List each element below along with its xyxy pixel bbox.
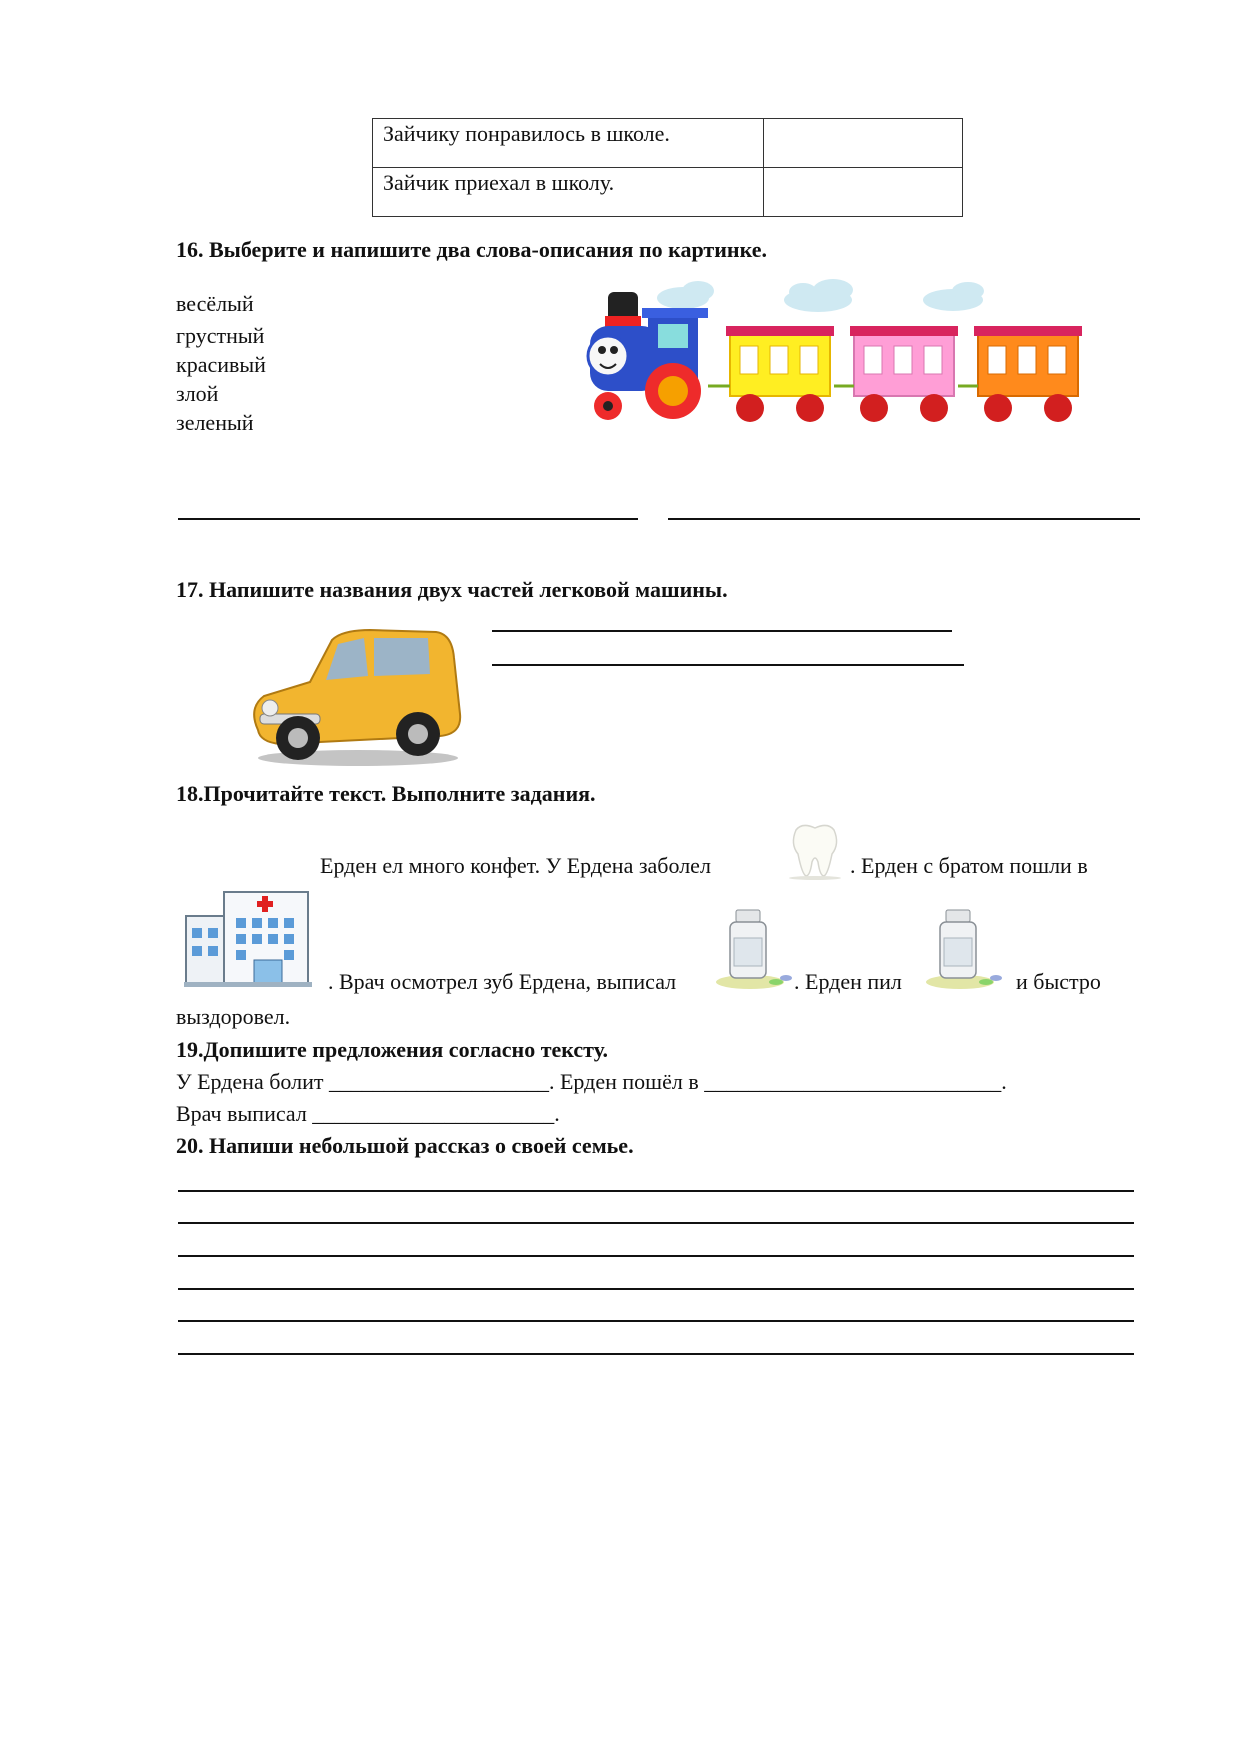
q19-title: 19.Допишите предложения согласно тексту. [176,1037,608,1062]
fill-in-sentence[interactable]: Врач выписал ______________________. [176,1101,560,1126]
answer-line[interactable] [492,664,964,666]
medicine-icon [714,908,794,992]
table-cell-answer[interactable] [764,119,963,168]
q17-title: 17. Напишите названия двух частей легковой машины. [176,577,728,602]
writing-line[interactable] [178,1222,1134,1224]
writing-line[interactable] [178,1353,1134,1355]
word-option: зеленый [176,410,254,435]
word-option: злой [176,381,219,406]
word-option: грустный [176,323,265,348]
car-icon [240,618,468,770]
writing-line[interactable] [178,1255,1134,1257]
hospital-icon [184,888,312,988]
answer-line[interactable] [492,630,952,632]
table-row [373,168,963,217]
table-cell-text: Зайчик приехал в школу. [373,168,764,217]
story-text: . Врач осмотрел зуб Ердена, выписал [328,969,677,994]
story-text: . Ерден пил [794,969,902,994]
word-option: весёлый [176,291,254,316]
sequence-table [372,118,963,217]
q20-title: 20. Напиши небольшой рассказ о своей семье. [176,1133,634,1158]
table-row [373,119,963,168]
tooth-icon [784,818,846,880]
fill-in-sentence[interactable]: У Ердена болит ____________________. Ерден пошёл в ___________________________. [176,1069,1007,1094]
word-option: красивый [176,352,266,377]
story-text: и быстро [1016,969,1101,994]
answer-line[interactable] [668,518,1140,520]
table-cell-answer[interactable] [764,168,963,217]
writing-line[interactable] [178,1190,1134,1192]
writing-line[interactable] [178,1320,1134,1322]
answer-line[interactable] [178,518,638,520]
q16-title: 16. Выберите и напишите два слова-описания по картинке. [176,237,767,262]
train-icon [578,276,1118,436]
medicine-icon [924,908,1004,992]
writing-line[interactable] [178,1288,1134,1290]
story-text: . Ерден с братом пошли в [850,853,1088,878]
q18-title: 18.Прочитайте текст. Выполните задания. [176,781,596,806]
story-text: Ерден ел много конфет. У Ердена заболел [320,853,711,878]
story-text: выздоровел. [176,1004,291,1029]
table-cell-text: Зайчику понравилось в школе. [373,119,764,168]
